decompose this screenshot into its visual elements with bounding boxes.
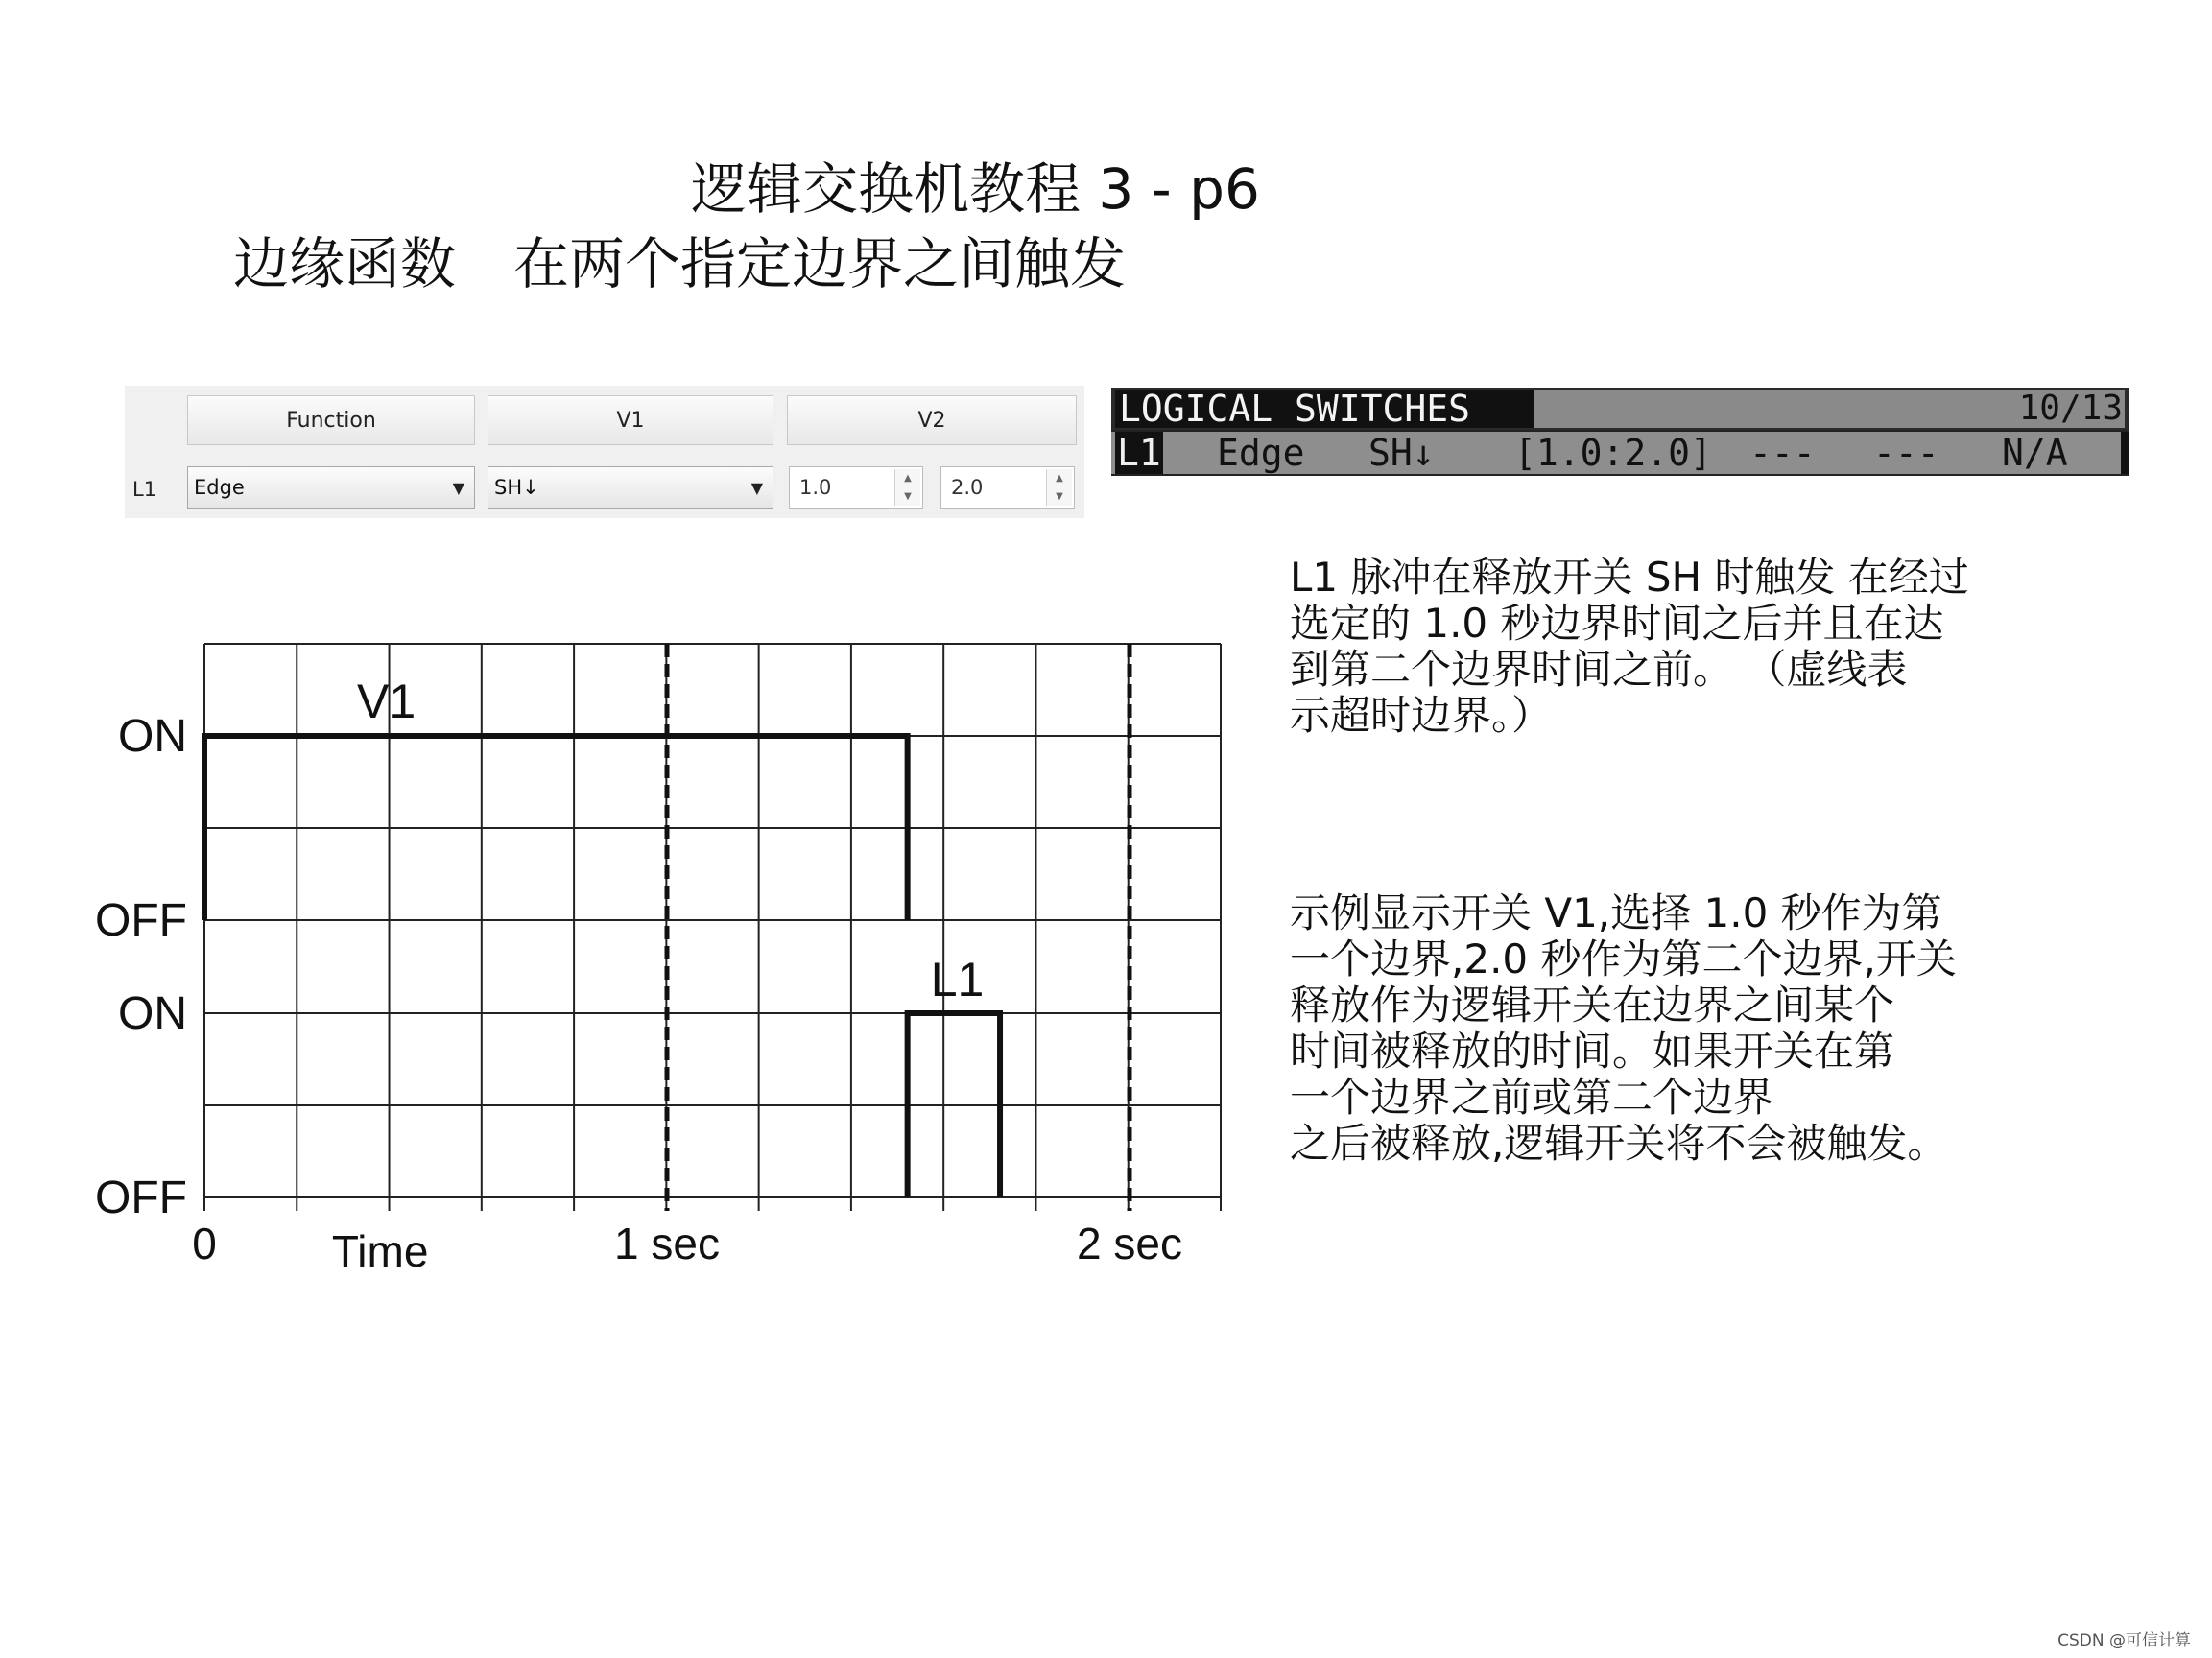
signal-traces (204, 736, 1000, 1197)
timing-chart (58, 614, 1238, 1286)
y-label-on: ON (118, 988, 187, 1039)
chart-grid (204, 644, 1221, 1211)
v2-max-spinbox[interactable] (940, 466, 1075, 509)
y-label-on: ON (118, 711, 187, 762)
v2-max-value: 2.0 (951, 476, 984, 499)
description-paragraph-2: 示例显示开关 V1,选择 1.0 秒作为第 一个边界,2.0 秒作为第二个边界,开关 释放作为逻辑开关在边界之间某个 时间被释放的时间。如果开关在第 一个边界之前或第二个边界 之后被释放,逻辑开关将不会被触发。 (1290, 889, 1957, 1167)
y-axis-labels (95, 711, 187, 1223)
spin-arrows-icon[interactable]: ▲ ▼ (1046, 469, 1072, 506)
spin-arrows-icon[interactable]: ▲ ▼ (894, 469, 920, 506)
lcd-switch-row (1111, 432, 2129, 474)
v2-min-value: 1.0 (799, 476, 832, 499)
column-header-v2[interactable]: V2 (787, 395, 1077, 445)
lcd-edge (2121, 432, 2129, 474)
x-axis-title: Time (331, 1226, 429, 1276)
column-header-v1[interactable]: V1 (488, 395, 773, 445)
x-tick-label: 2 sec (1077, 1219, 1182, 1268)
v1-select-value: SH↓ (494, 476, 539, 499)
subtitle-description: 在两个指定边界之间触发 (513, 231, 1127, 296)
lcd-row-delay: N/A (2002, 432, 2068, 474)
column-header-function[interactable]: Function (187, 395, 475, 445)
boundary-lines (667, 644, 1130, 1211)
v1-select[interactable] (488, 466, 773, 509)
series-label-l1: L1 (930, 953, 985, 1007)
logical-switch-editor (125, 386, 1084, 518)
watermark: CSDN @可信计算 (2057, 1631, 2191, 1650)
x-axis-labels (192, 1219, 1182, 1276)
lcd-title: LOGICAL SWITCHES (1115, 390, 1534, 428)
lcd-row-and: --- (1749, 432, 1816, 474)
series-label-v1: V1 (357, 675, 416, 728)
v2-min-spinbox[interactable] (789, 466, 923, 509)
y-label-off: OFF (95, 1172, 187, 1223)
lcd-row-range: [1.0:2.0] (1514, 432, 1712, 474)
lcd-row-v1: SH↓ (1368, 432, 1435, 474)
x-tick-label: 0 (192, 1219, 217, 1268)
lcd-page-counter: 10/13 (2018, 389, 2123, 428)
dropdown-arrow-icon: ▼ (452, 479, 464, 497)
radio-lcd-screen (1111, 388, 2129, 476)
series-labels (357, 675, 984, 1007)
lcd-row-duration: --- (1873, 432, 1939, 474)
page-title: 逻辑交换机教程 3 - p6 (691, 156, 1260, 222)
lcd-row-name: L1 (1117, 432, 1161, 474)
dropdown-arrow-icon: ▼ (750, 479, 763, 497)
x-tick-label: 1 sec (614, 1219, 720, 1268)
page-subtitle (233, 219, 1126, 299)
function-select-value: Edge (194, 476, 245, 499)
description-paragraph-1: L1 脉冲在释放开关 SH 时触发 在经过 选定的 1.0 秒边界时间之后并且在达 到第二个边界时间之前。 （虚线表 示超时边界。） (1290, 554, 1969, 739)
lcd-row-function: Edge (1217, 432, 1305, 474)
row-label-l1: L1 (132, 478, 157, 501)
function-select[interactable] (187, 466, 475, 509)
subtitle-function-name: 边缘函数 (233, 231, 457, 296)
y-label-off: OFF (95, 895, 187, 946)
